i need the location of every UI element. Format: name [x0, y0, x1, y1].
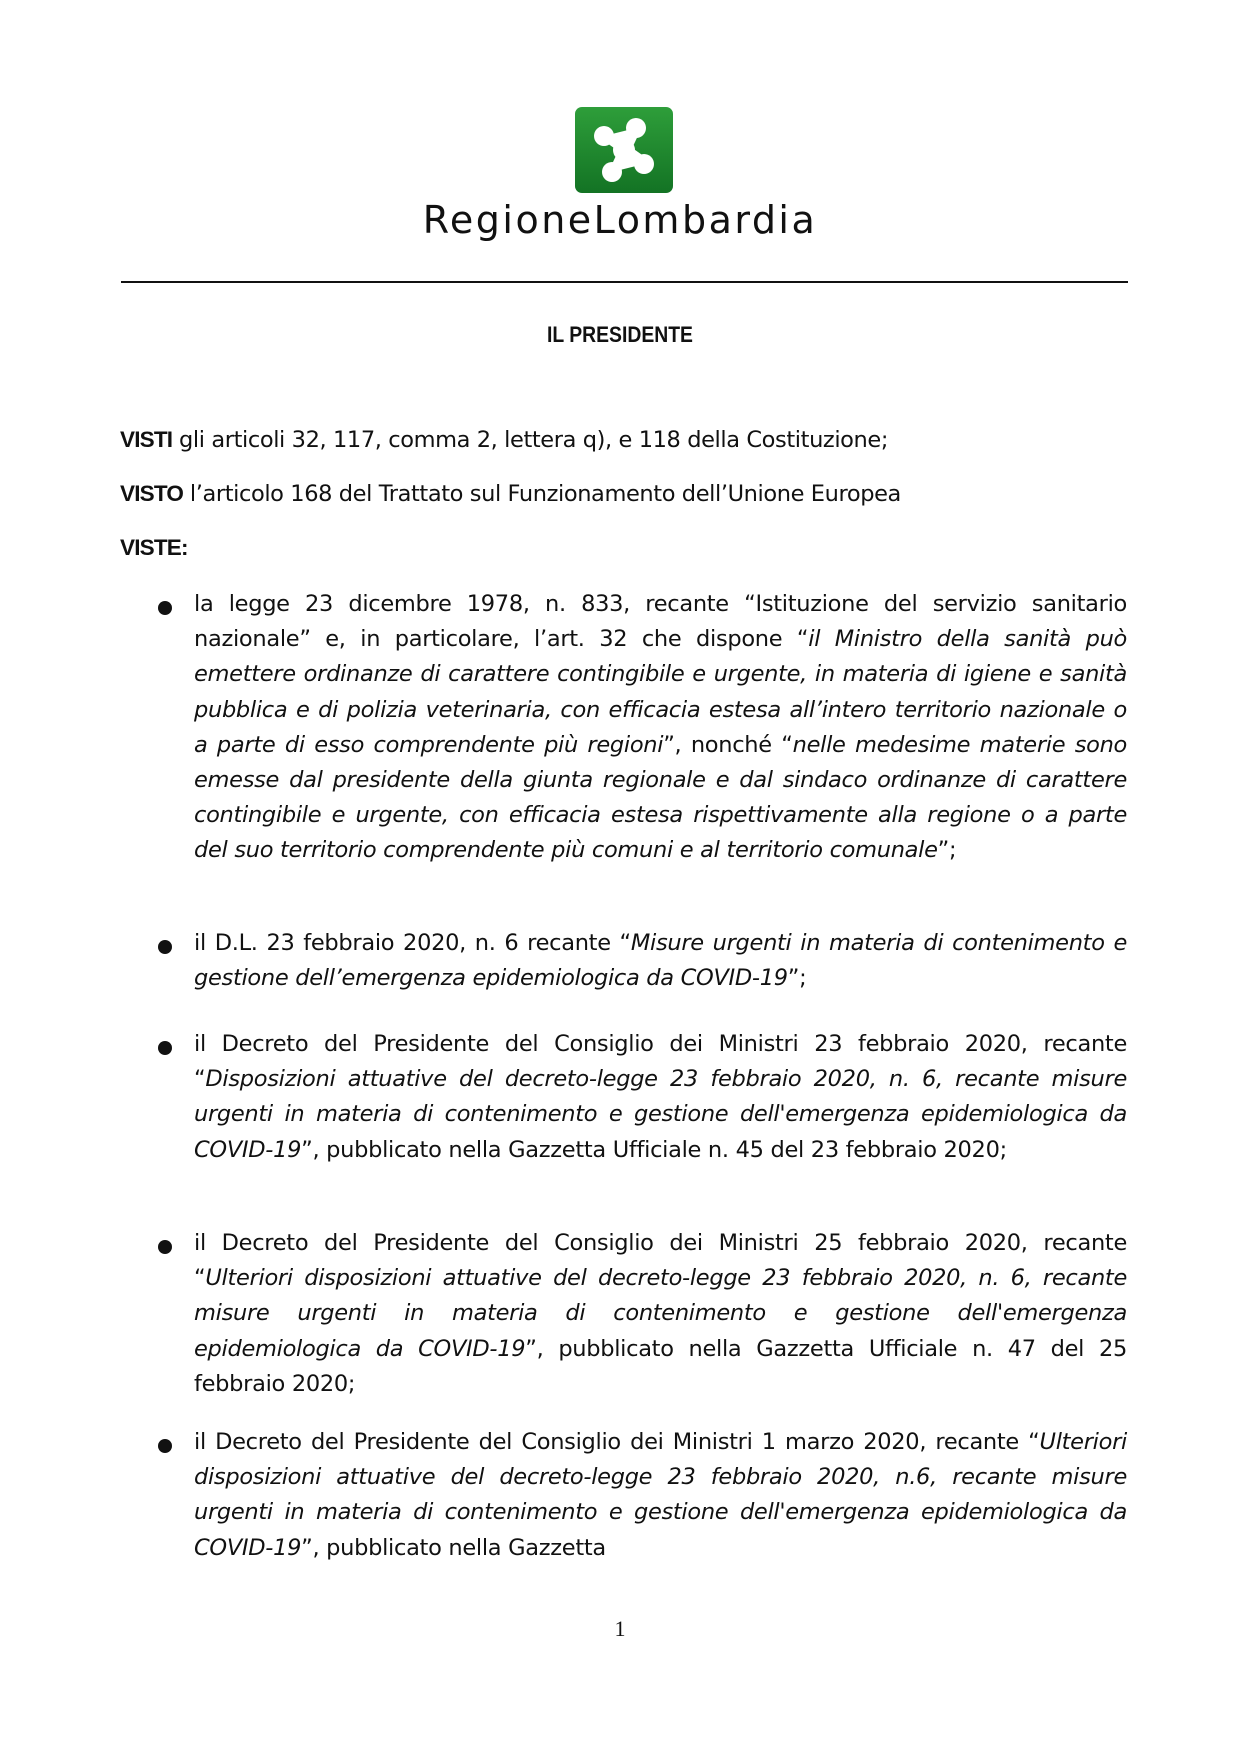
item-text: il Decreto del Presidente del Consiglio dei Ministri 25 febbraio 2020, recante “: [194, 1230, 1127, 1292]
quoted-text: nelle medesime materie sono emesse dal presidente della giunta regionale e dal sindaco ordinanze di carattere contingibile e urgente, con efficacia estesa rispettivamente alla regione o a parte del suo territorio comprendente più comuni e al territorio comunale: [194, 731, 1128, 864]
preamble-label: VISTE:: [120, 535, 188, 560]
quoted-text: Misure urgenti in materia di contenimento e gestione dell’emergenza epidemiologica da COVID-19: [194, 930, 1127, 992]
preamble-label: VISTO: [120, 481, 184, 506]
preamble-label: VISTI: [120, 427, 173, 452]
list-item: [194, 926, 1127, 996]
bullet-icon: [158, 601, 172, 615]
item-text: la legge 23 dicembre 1978, n. 833, recante “Istituzione del servizio sanitario nazionale” e, in particolare, l’art. 32 che dispone “: [194, 591, 1127, 653]
quoted-text: Disposizioni attuative del decreto-legge 23 febbraio 2020, n. 6, recante misure urgenti in materia di contenimento e gestione dell'emergenza epidemiologica da COVID-19: [194, 1066, 1127, 1163]
item-text: ”;: [937, 837, 957, 864]
item-text: il Decreto del Presidente del Consiglio dei Ministri 1 marzo 2020, recante “: [194, 1429, 1040, 1455]
bullet-icon: [158, 940, 172, 954]
organization-name: RegioneLombardia: [422, 198, 818, 242]
preamble-text: gli articoli 32, 117, comma 2, lettera q), e 118 della Costituzione;: [172, 427, 889, 453]
preamble-text: l’articolo 168 del Trattato sul Funzionamento dell’Unione Europea: [183, 481, 901, 507]
item-text: ”, pubblicato nella Gazzetta Ufficiale n. 47 del 25 febbraio 2020;: [194, 1335, 1127, 1397]
bullet-icon: [158, 1240, 172, 1254]
item-text: ”, pubblicato nella Gazzetta: [301, 1534, 606, 1561]
preamble-viste: [120, 535, 188, 561]
quoted-text: Ulteriori disposizioni attuative del decreto-legge 23 febbraio 2020, n. 6, recante misure urgenti in materia di contenimento e gestione dell'emergenza epidemiologica da COVID-19: [194, 1265, 1127, 1362]
bullet-icon: [158, 1439, 172, 1453]
item-text: il D.L. 23 febbraio 2020, n. 6 recante “: [194, 930, 631, 956]
list-item: [194, 587, 1127, 869]
quoted-text: il Ministro della sanità può emettere ordinanze di carattere contingibile e urgente, in materia di igiene e sanità pubblica e di polizia veterinaria, con efficacia estesa all’intero territorio nazionale o a parte di esso comprendente più regioni: [194, 626, 1127, 758]
preamble-visti: [120, 427, 888, 453]
list-item: [194, 1027, 1127, 1168]
list-item: [194, 1226, 1127, 1402]
item-text: ”;: [787, 965, 807, 992]
item-text: il Decreto del Presidente del Consiglio dei Ministri 23 febbraio 2020, recante “: [194, 1031, 1127, 1093]
quoted-text: Ulteriori disposizioni attuative del decreto-legge 23 febbraio 2020, n.6, recante misure urgenti in materia di contenimento e gestione dell'emergenza epidemiologica da COVID-19: [194, 1429, 1127, 1561]
preamble-visto: [120, 481, 901, 507]
header-divider: [121, 281, 1128, 283]
page-number: 1: [614, 1616, 626, 1641]
regione-lombardia-logo-icon: [574, 106, 674, 194]
item-text: ”, nonché “: [663, 731, 793, 758]
document-title: IL PRESIDENTE: [547, 322, 693, 347]
bullet-icon: [158, 1041, 172, 1055]
list-item: [194, 1425, 1127, 1566]
item-text: ”, pubblicato nella Gazzetta Ufficiale n. 45 del 23 febbraio 2020;: [301, 1136, 1007, 1163]
